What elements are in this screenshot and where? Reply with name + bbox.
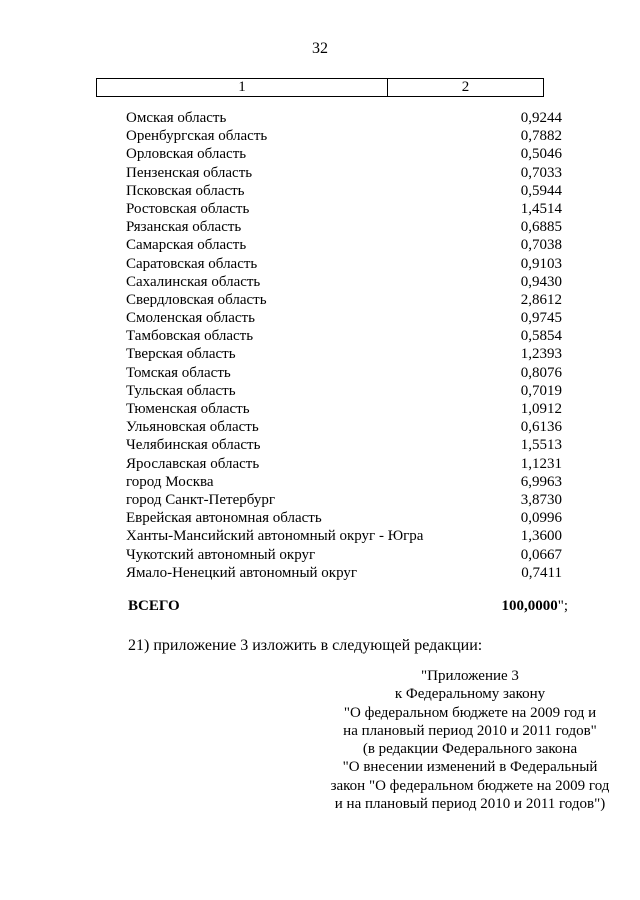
region-value: 6,9963 [520,473,562,490]
region-name: Чукотский автономный округ [126,546,316,563]
region-value: 0,6885 [520,219,562,236]
region-name: Саратовская область [126,255,258,272]
table-row [126,418,568,436]
table-header [96,78,544,97]
table-row [126,145,568,163]
region-value: 1,0912 [520,401,562,417]
region-name: Челябинская область [126,437,261,454]
region-name: Тульская область [126,382,236,399]
region-name: Ростовская область [126,200,250,217]
region-name: Орловская область [126,146,247,163]
region-value: 0,9745 [520,310,562,327]
region-name: Еврейская автономная область [126,510,322,527]
table-row [126,218,568,236]
region-name: Томская область [126,364,231,381]
region-value: 0,9103 [520,255,562,272]
region-value: 0,0667 [520,546,562,563]
table-row [126,164,568,182]
table-row [126,527,568,545]
column-header-2: 2 [388,79,544,97]
appendix-line: к Федеральному закону [394,686,546,703]
appendix-heading [300,667,640,813]
table-row [126,291,568,309]
appendix-line: (в редакции Федерального закона [362,741,578,758]
total-value-wrap [501,596,568,616]
table-row [126,109,568,127]
region-name: Свердловская область [126,291,267,308]
total-value: 100,0000 [501,598,558,614]
table-row [126,182,568,200]
total-row [128,596,568,616]
total-closing-quote: "; [557,598,568,614]
page-number: 32 [312,40,328,57]
region-value: 1,3600 [520,528,562,545]
region-name: Ямало-Ненецкий автономный округ [126,564,358,581]
region-value: 0,0996 [520,510,562,527]
table-row [126,200,568,218]
region-name: Ханты-Мансийский автономный округ - Югра [126,528,424,545]
region-value: 0,9430 [520,273,562,290]
region-value: 0,7882 [520,128,562,145]
table-row [126,473,568,491]
appendix-line: "О внесении изменений в Федеральный [342,759,598,776]
region-value: 0,6136 [520,419,562,436]
region-name: Самарская область [126,237,247,254]
column-header-1: 1 [97,79,388,97]
table-row [126,364,568,382]
region-value: 0,5854 [520,328,562,345]
table-row [126,400,568,418]
table-row [126,327,568,345]
region-list [126,109,568,582]
table-row [126,436,568,454]
region-value: 0,5944 [520,182,562,199]
region-name: Тверская область [126,346,236,363]
region-value: 0,7033 [520,164,562,181]
region-name: Смоленская область [126,310,255,327]
region-value: 0,7411 [521,564,562,581]
region-name: город Москва [126,473,214,490]
appendix-line: на плановый период 2010 и 2011 годов" [343,722,597,739]
region-value: 0,9244 [520,110,562,126]
region-name: Оренбургская область [126,128,268,145]
amendment-text: 21) приложение 3 изложить в следующей редакции: [128,637,483,654]
appendix-line: "О федеральном бюджете на 2009 год и [343,704,597,721]
table-row [126,509,568,527]
table-row [126,255,568,273]
table-row [126,564,568,582]
region-value: 0,7038 [520,237,562,254]
region-value: 2,8612 [520,291,562,308]
table-row [126,273,568,291]
appendix-line: закон "О федеральном бюджете на 2009 год [330,777,610,794]
region-value: 3,8730 [520,491,562,508]
region-value: 1,2393 [520,346,562,363]
region-value: 1,1231 [520,455,562,472]
region-value: 0,7019 [520,382,562,399]
table-row [126,382,568,400]
region-value: 0,5046 [520,146,562,163]
region-name: Ульяновская область [126,419,259,436]
region-name: Тюменская область [126,401,250,417]
region-value: 1,4514 [520,200,562,217]
table-row [126,127,568,145]
appendix-line: и на плановый период 2010 и 2011 годов") [334,796,606,813]
region-name: Псковская область [126,182,245,199]
region-name: Рязанская область [126,219,242,236]
region-value: 1,5513 [520,437,562,454]
region-name: Ярославская область [126,455,260,472]
region-name: Тамбовская область [126,328,254,345]
table-row [126,491,568,509]
region-name: Пензенская область [126,164,253,181]
region-name: город Санкт-Петербург [126,491,275,508]
table-row [126,546,568,564]
table-row [126,236,568,254]
total-label: ВСЕГО [128,598,180,614]
table-row [126,455,568,473]
region-value: 0,8076 [520,364,562,381]
table-row [126,345,568,363]
table-row [126,309,568,327]
region-name: Сахалинская область [126,273,261,290]
appendix-line: "Приложение 3 [421,668,519,684]
region-name: Омская область [126,110,227,126]
